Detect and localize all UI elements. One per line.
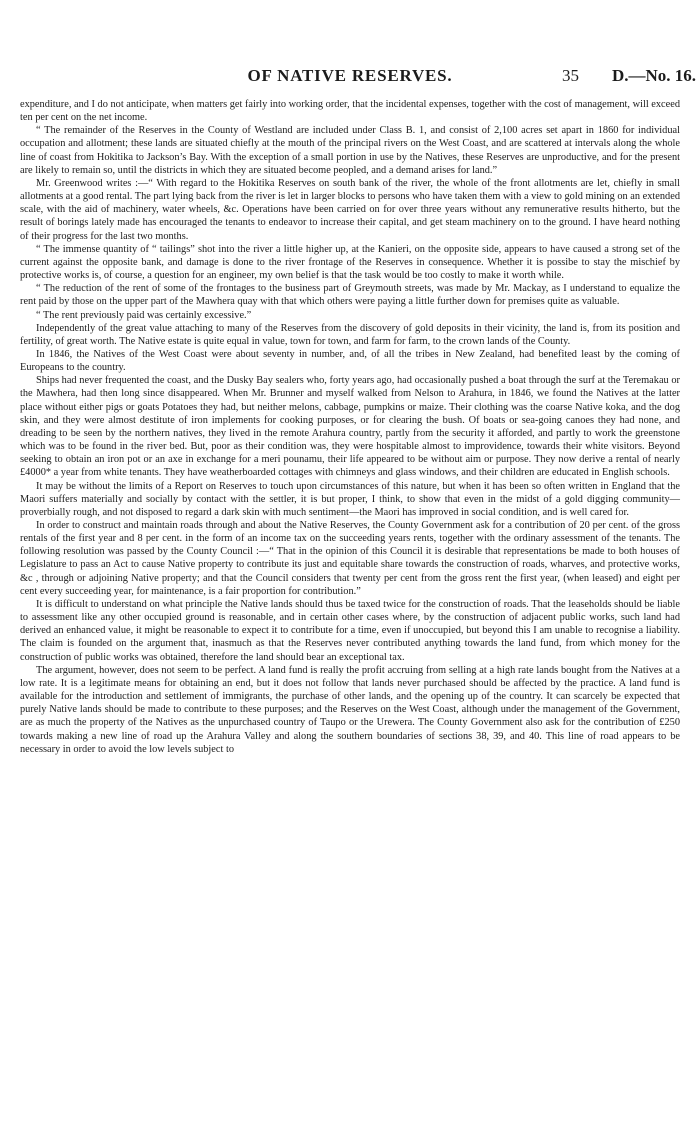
paragraph-13: The argument, however, does not seem to be perfect. A land fund is really the profit accruing from selling at a high rate lands bought from the Natives at a low rate. It is a legitimate means for obtaining an end, but it does not follow that lands never purchased should be affected by the practice. A land fund is available for the introduction and settlement of immigrants, the purchase of other lands, and the opening up of the country. It can scarcely be expected that purely Native lands should be made to contribute to these purposes; and the Reserves on the West Coast, although under the management of the Government, are as much the property of the Natives as the unpurchased country of Taupo or the Urewera. The County Government also ask for the contribution of £250 towards making a new line of road up the Arahura Valley and along the southern boundaries of sections 38, 39, and 40. This line of road appears to be necessary in order to avoid the low levels subject to — [20, 664, 680, 755]
paragraph-4: “ The immense quantity of “ tailings” shot into the river a little higher up, at the Kanieri, on the opposite side, appears to have caused a strong set of the current against the opposite bank, and damage is done to the river frontage of the Reserves in consequence. Whether it is possibe to stay the mischief by protective works is, of course, a question for an engineer, my own belief is that the task would be too costly to make it worth while. — [20, 243, 680, 282]
page-number: 35 — [562, 66, 579, 85]
paragraph-1: expenditure, and I do not anticipate, when matters get fairly into working order, that the incidental expenses, together with the cost of management, will exceed ten per cent on the net income. — [20, 99, 680, 124]
paragraph-9: Ships had never frequented the coast, and the Dusky Bay sealers who, forty years ago, had occasionally pushed a boat through the surf at the Teremakau or the Mawhera, had then long since disappeared. When Mr. Brunner and myself walked from Nelson to Arahura, in 1846, we found the Natives at the latter place without either pigs or goats Potatoes they had, but neither melons, cabbage, pumpkins or maize. Their clothing was the coarse Native koka, and the dog skin, and they were almost destitute of iron implements for cooking purposes, or for clearing the bush. Of boats or sea-going canoes they had none, and dreading to be seen by the northern natives, they lived in the remote Arahura country, partly from the security it afforded, and partly to work the greenstone which was to be found in the river bed. But, poor as their condition was, they were hospitable almost to improvidence, towards their white visitors. Beyond seeking to obtain an iron pot or an axe in exchange for a meri pounamu, their life appeared to be without aim or purpose. They now derive a rental of nearly £4000* a year from white tenants. They have weatherboarded cottages with chimneys and glass windows, and their children are educated in English schools. — [20, 375, 680, 479]
paragraph-8: In 1846, the Natives of the West Coast were about seventy in number, and, of all the tribes in New Zealand, had benefited least by the coming of Europeans to the country. — [20, 348, 680, 374]
page-title: OF NATIVE RESERVES. — [247, 66, 453, 85]
paragraph-2: “ The remainder of the Reserves in the County of Westland are included under Class B. 1, and consist of 2,100 acres set apart in 1860 for individual occupation and allotment; these lands are situated chiefly at the mouth of the principal rivers on the West Coast, and are scattered at intervals along the whole line of coast from Hokitika to Jackson’s Bay. With the exception of a small portion in use by the Natives, these Reserves are unproductive, and for the present are likely to remain so, until the districts in which they are situated become peopled, and a demand arises for land.” — [20, 125, 680, 176]
paragraph-10: It may be without the limits of a Report on Reserves to touch upon circumstances of this nature, but when it has been so often written in England that the Maori suffers materially and socially by contact with the settler, it is but proper, I think, to show that even in the midst of a gold digging community—proverbially rough, and not disposed to regard a dark skin with much sentiment—the Maori has improved in social condition, and is well cared for. — [20, 480, 680, 518]
paragraph-5: “ The reduction of the rent of some of the frontages to the business part of Greymouth streets, was made by Mr. Mackay, as I understand to equalize the rent paid by those on the upper part of the Mawhera quay with that which others were paying a little further down for premises quite as valuable. — [20, 283, 680, 308]
paragraph-3: Mr. Greenwood writes :—“ With regard to the Hokitika Reserves on south bank of the river, the whole of the front allotments are let, chiefly in small allotments at a good rental. The part lying back from the river is let in larger blocks to persons who have taken them with a view to gold mining on an extended scale, with the aid of machinery, water wheels, &c. Operations have been carried on for over three years without any remunerative results hitherto, but the result of borings lately made has encouraged the tenants to endeavor to increase their capital, and get steam machinery on to the ground. I have heard nothing of their progress for the last two months. — [20, 177, 680, 242]
page-header — [0, 66, 700, 90]
paragraph-12: It is difficult to understand on what principle the Native lands should thus be taxed twice for the construction of roads. That the leaseholds should be liable to assessment like any other occupied ground is reasonable, and in certain other cases where, by the construction of adjacent public works, such land had derived an enhanced value, it might be reasonable to expect it to contribute for a time, even if unoccupied, but beyond this I am unable to recognise a liability. The claim is founded on the argument that, inasmuch as that the Reserves never contributed anything towards the land fund, from which money for the construction of public works was obtained, therefore the land should bear an exceptional tax. — [20, 598, 680, 663]
document-reference: D.—No. 16. — [612, 66, 697, 85]
body-text — [20, 98, 680, 756]
paragraph-11: In order to construct and maintain roads through and about the Native Reserves, the County Government ask for a contribution of 20 per cent. of the gross rentals of the first year and 8 per cent. in the form of an income tax on the succeeding years rents, together with the ordinary assessment of the tenants. The following resolution was passed by the County Council :—“ That in the opinion of this Council it is desirable that representations be made to both houses of Legislature to pass an Act to cause Native property to contribute its just and equitable share towards the construction of roads, wharves, and protective works, &c , through or adjoining Native property; and that the Council considers that twenty per cent from the gross rent the first year, (when leased) and eight per cent every succeeding year, for maintenance, is a fair proportion for contribution.” — [20, 520, 680, 597]
paragraph-7: Independently of the great value attaching to many of the Reserves from the discovery of gold deposits in their vicinity, the land is, from its position and fertility, of great worth. The Native estate is quite equal in value, town for town, and farm for farm, to the crown lands of the County. — [20, 322, 680, 347]
paragraph-6: “ The rent previously paid was certainly excessive.” — [36, 309, 252, 321]
